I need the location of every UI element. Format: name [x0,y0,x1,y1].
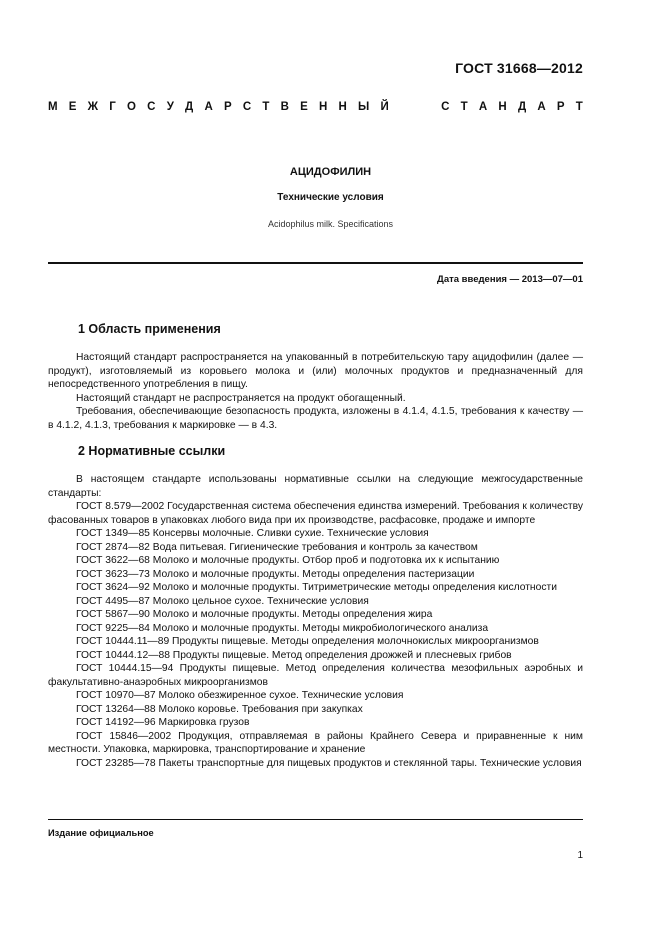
banner-letter: С [441,101,450,113]
document-title: АЦИДОФИЛИН [289,166,372,178]
reference-item: ГОСТ 3622—68 Молоко и молочные продукты. Отбор проб и подготовка их к испытанию [76,555,500,566]
reference-item: ГОСТ 10444.11—89 Продукты пищевые. Методы определения молочнокислых микроорганизмов [76,636,539,647]
banner-letter: Н [498,101,507,113]
reference-item: ГОСТ 10970—87 Молоко обезжиренное сухое. Технические условия [76,690,404,701]
introduction-date: Дата введения — 2013—07—01 [437,274,583,285]
banner-letter: А [478,101,488,113]
banner-letter: Р [556,101,565,113]
banner-letter: М [48,101,58,113]
standard-code: ГОСТ 31668—2012 [455,60,583,76]
paragraph: Требования, обеспечивающие безопасность продукта, изложены в 4.1.4, 4.1.5, требования к качеству — в 4.1.2, 4.1.3, требования к маркировке — в 4.3. [48,406,583,431]
reference-item: ГОСТ 23285—78 Пакеты транспортные для пищевых продуктов и стеклянной тары. Технические условия [76,757,582,769]
page-number: 1 [577,850,583,861]
section-body-scope [48,351,583,432]
banner-letter: Г [109,101,116,113]
document-english-title: Acidophilus milk. Specifications [267,219,394,229]
reference-item: ГОСТ 4495—87 Молоко цельное сухое. Технические условия [76,595,369,607]
banner-letter: Т [262,101,270,113]
banner-letter: Е [300,101,308,113]
reference-item: ГОСТ 1349—85 Консервы молочные. Сливки сухие. Технические условия [76,528,429,539]
banner-letter: В [280,101,289,113]
banner-letter: Ы [358,101,370,113]
reference-item: ГОСТ 2874—82 Вода питьевая. Гигиенические требования и контроль за качеством [76,541,478,553]
paragraph: Настоящий стандарт распространяется на упакованный в потребительскую тару ацидофилин (далее — продукт), изготовляемый из коровьего молока и (или) молочных продуктов и предназначенный для непосредственного употребления в пищу. [48,352,583,390]
banner-letter: Т [575,101,583,113]
banner-letter: Й [380,101,389,113]
banner-letter: Н [318,101,328,113]
reference-item: ГОСТ 3624—92 Молоко и молочные продукты. Титриметрические методы определения кислотности [76,582,557,593]
official-edition-label: Издание официальное [48,828,154,838]
banner-letter: С [147,101,156,113]
footer-divider [48,819,583,820]
reference-item: ГОСТ 9225—84 Молоко и молочные продукты. Методы микробиологического анализа [76,622,489,634]
title-divider [48,262,583,264]
banner-letter: С [242,101,252,113]
banner-word-gap [400,101,430,113]
banner-letter: У [166,101,174,113]
banner-letter: Д [185,101,194,113]
banner-letter: Р [223,101,232,113]
reference-item: ГОСТ 10444.12—88 Продукты пищевые. Метод определения дрожжей и плесневых грибов [76,649,512,661]
paragraph: Настоящий стандарт не распространяется на продукт обогащенный. [76,392,406,404]
reference-item: ГОСТ 14192—96 Маркировка грузов [76,717,250,728]
banner-letter: Ж [87,101,99,113]
section-heading-scope: 1 Область применения [78,322,221,336]
section-body-normative-references [48,473,583,770]
section-heading-normative-references: 2 Нормативные ссылки [78,444,226,458]
reference-item: ГОСТ 8.579—2002 Государственная система обеспечения единства измерений. Требования к количеству фасованных товаров в упаковках любого вида при их производстве, расфасовке, продаже и импорте [48,501,583,526]
reference-item: ГОСТ 5867—90 Молоко и молочные продукты. Методы определения жира [76,609,433,620]
banner-letter: Д [517,101,527,113]
banner-letter: Е [68,101,77,113]
banner-letter: О [127,101,136,113]
reference-item: ГОСТ 15846—2002 Продукция, отправляемая в районы Крайнего Севера и приравненные к ним местности. Упаковка, маркировка, транспортирование и хранение [48,730,583,755]
banner-letter: Т [460,101,468,113]
document-subtitle: Технические условия [277,192,384,203]
reference-item: ГОСТ 10444.15—94 Продукты пищевые. Метод определения количества мезофильных аэробных и факультативно-анаэробных микроорганизмов [48,663,583,688]
banner-letter: Н [338,101,347,113]
paragraph: В настоящем стандарте использованы нормативные ссылки на следующие межгосударственные стандарты: [48,474,583,499]
interstate-standard-banner [48,101,583,113]
banner-letter: А [204,101,213,113]
reference-item: ГОСТ 3623—73 Молоко и молочные продукты. Методы определения пастеризации [76,568,475,580]
banner-letter: А [537,101,546,113]
reference-item: ГОСТ 13264—88 Молоко коровье. Требования при закупках [76,703,363,715]
